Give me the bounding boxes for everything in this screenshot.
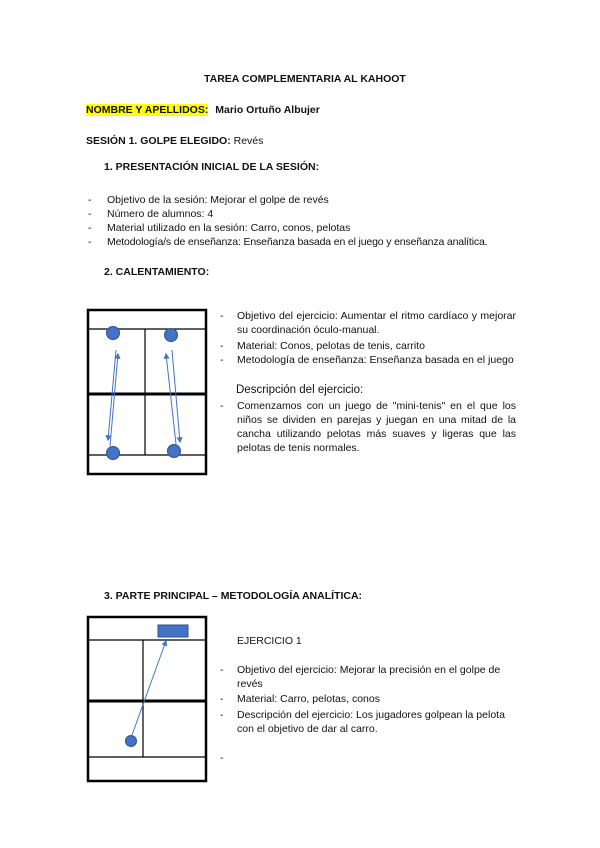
- bullet: -: [88, 208, 92, 220]
- section1-heading: 1. PRESENTACIÓN INICIAL DE LA SESIÓN:: [104, 161, 320, 173]
- target-cart: [158, 625, 188, 637]
- warmup-material: Material: Conos, pelotas de tenis, carrito: [237, 340, 425, 352]
- section3-heading: 3. PARTE PRINCIPAL – METODOLOGÍA ANALÍTICA:: [104, 590, 363, 602]
- warmup-methodology: Metodología de enseñanza: Enseñanza basada en el juego: [237, 354, 514, 366]
- player-ball: [107, 447, 120, 460]
- name-label: NOMBRE Y APELLIDOS:: [86, 104, 209, 116]
- player-ball: [107, 327, 120, 340]
- bullet: -: [220, 400, 224, 412]
- section1-item: Metodología/s de enseñanza: Enseñanza basada en el juego y enseñanza analítica.: [107, 236, 488, 248]
- bullet: -: [220, 354, 224, 366]
- court-outline: [88, 310, 206, 474]
- session-value: Revés: [233, 135, 264, 147]
- main-court-diagram: [86, 615, 210, 785]
- exercise-title: EJERCICIO 1: [237, 635, 302, 647]
- exercise-description: Descripción del ejercicio: Los jugadores golpean la pelota con el objetivo de dar al carro.: [237, 709, 505, 735]
- bullet: -: [88, 194, 92, 206]
- exercise-objective: Objetivo del ejercicio: Mejorar la precisión en el golpe de revés: [237, 664, 501, 690]
- exercise-material: Material: Carro, pelotas, conos: [237, 693, 380, 705]
- session-label: SESIÓN 1. GOLPE ELEGIDO:: [86, 135, 231, 147]
- warmup-desc-text: Comenzamos con un juego de "mini-tenis" en el que los niños se dividen en parejas y juegan en una mitad de la cancha utilizando pelotas más suaves y ligeras que las pelotas de tenis normales.: [237, 400, 516, 454]
- name-row: [86, 103, 320, 117]
- bullet: -: [88, 222, 92, 234]
- player-ball: [165, 329, 178, 342]
- bullet: -: [220, 709, 224, 721]
- bullet: -: [220, 693, 224, 705]
- player-ball: [168, 445, 181, 458]
- warmup-desc-heading: Descripción del ejercicio:: [236, 384, 364, 396]
- bullet: -: [220, 310, 224, 322]
- section1-item: Material utilizado en la sesión: Carro, conos, pelotas: [107, 222, 351, 234]
- section1-item: Objetivo de la sesión: Mejorar el golpe de revés: [107, 194, 329, 206]
- section1-item: Número de alumnos: 4: [107, 208, 214, 220]
- warmup-objective: Objetivo del ejercicio: Aumentar el ritmo cardíaco y mejorar su coordinación óculo-manual.: [237, 310, 516, 336]
- player-ball: [126, 736, 137, 747]
- bullet: -: [220, 340, 224, 352]
- session-row: [86, 134, 263, 148]
- bullet: -: [220, 752, 224, 764]
- bullet: -: [220, 664, 224, 676]
- name-value: Mario Ortuño Albujer: [215, 104, 320, 116]
- section2-heading: 2. CALENTAMIENTO:: [104, 266, 210, 278]
- bullet: -: [88, 236, 92, 248]
- document-title: TAREA COMPLEMENTARIA AL KAHOOT: [204, 73, 406, 85]
- warmup-court-diagram: [86, 308, 210, 478]
